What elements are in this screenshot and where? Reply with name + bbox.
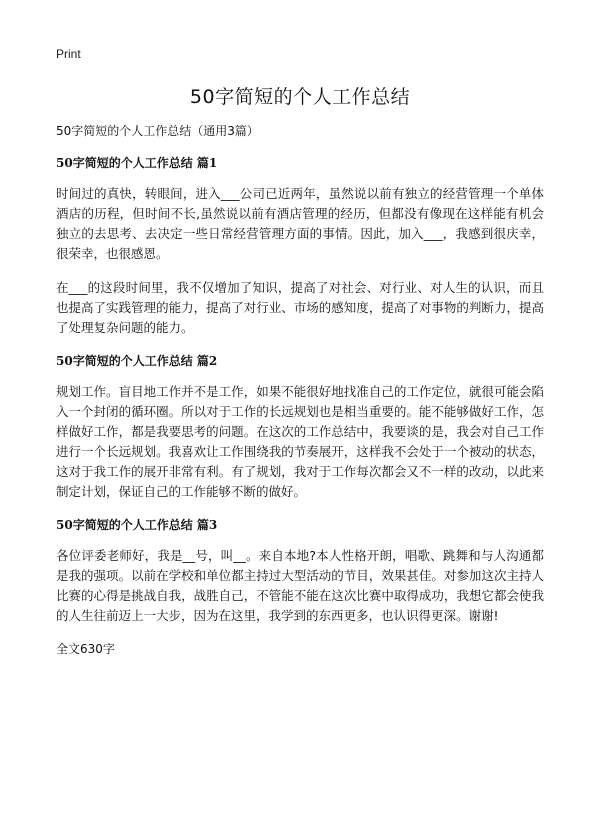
section-heading: 50字简短的个人工作总结 篇3 bbox=[56, 518, 218, 532]
section-paragraph: 时间过的真快，转眼间，进入___公司已近两年，虽然说以前有独立的经营管理一个单体酒店的历程，但时间不长,虽然说以前有酒店管理的经历，但都没有像现在这样能有机会独立的去思考、去决定一些日常经营管理方面的事情。因此，加入___，我感到很庆幸，很荣幸，也很感恩。 bbox=[56, 186, 544, 261]
word-count: 全文630字 bbox=[56, 642, 115, 656]
document-title: 50字简短的个人工作总结 bbox=[189, 86, 411, 108]
print-link[interactable]: Print bbox=[56, 47, 81, 61]
section-paragraph: 各位评委老师好，我是__号，叫__。来自本地?本人性格开朗，唱歌、跳舞和与人沟通都是我的强项。以前在学校和单位都主持过大型活动的节目，效果甚佳。对参加这次主持人比赛的心得是挑战自我，战胜自己，不管能不能在这次比赛中取得成功，我想它都会使我的人生往前迈上一大步，因为在这里，我学到的东西更多，也认识得更深。谢谢! bbox=[56, 548, 544, 623]
section-1 bbox=[56, 154, 544, 338]
section-2 bbox=[56, 352, 544, 502]
section-heading: 50字简短的个人工作总结 篇2 bbox=[56, 354, 218, 368]
section-paragraph: 在___的这段时间里，我不仅增加了知识，提高了对社会、对行业、对人生的认识，而且也提高了实践管理的能力，提高了对行业、市场的感知度，提高了对事物的判断力，提高了处理复杂问题的能力。 bbox=[56, 280, 544, 335]
section-heading: 50字简短的个人工作总结 篇1 bbox=[56, 156, 218, 170]
section-paragraph: 规划工作。盲目地工作并不是工作，如果不能很好地找准自己的工作定位，就很可能会陷入一个封闭的循环圈。所以对于工作的长远规划也是相当重要的。能不能够做好工作，怎样做好工作，都是我要思考的问题。在这次的工作总结中，我要谈的是，我会对自己工作进行一个长远规划。我喜欢让工作围绕我的节奏展开，这样我不会处于一个被动的状态，这对于我工作的展开非常有利。有了规划，我对于工作每次都会又不一样的改动，以此来制定计划，保证自己的工作能够不断的做好。 bbox=[56, 384, 544, 499]
section-3 bbox=[56, 516, 544, 626]
document-subtitle: 50字简短的个人工作总结（通用3篇） bbox=[56, 124, 259, 138]
